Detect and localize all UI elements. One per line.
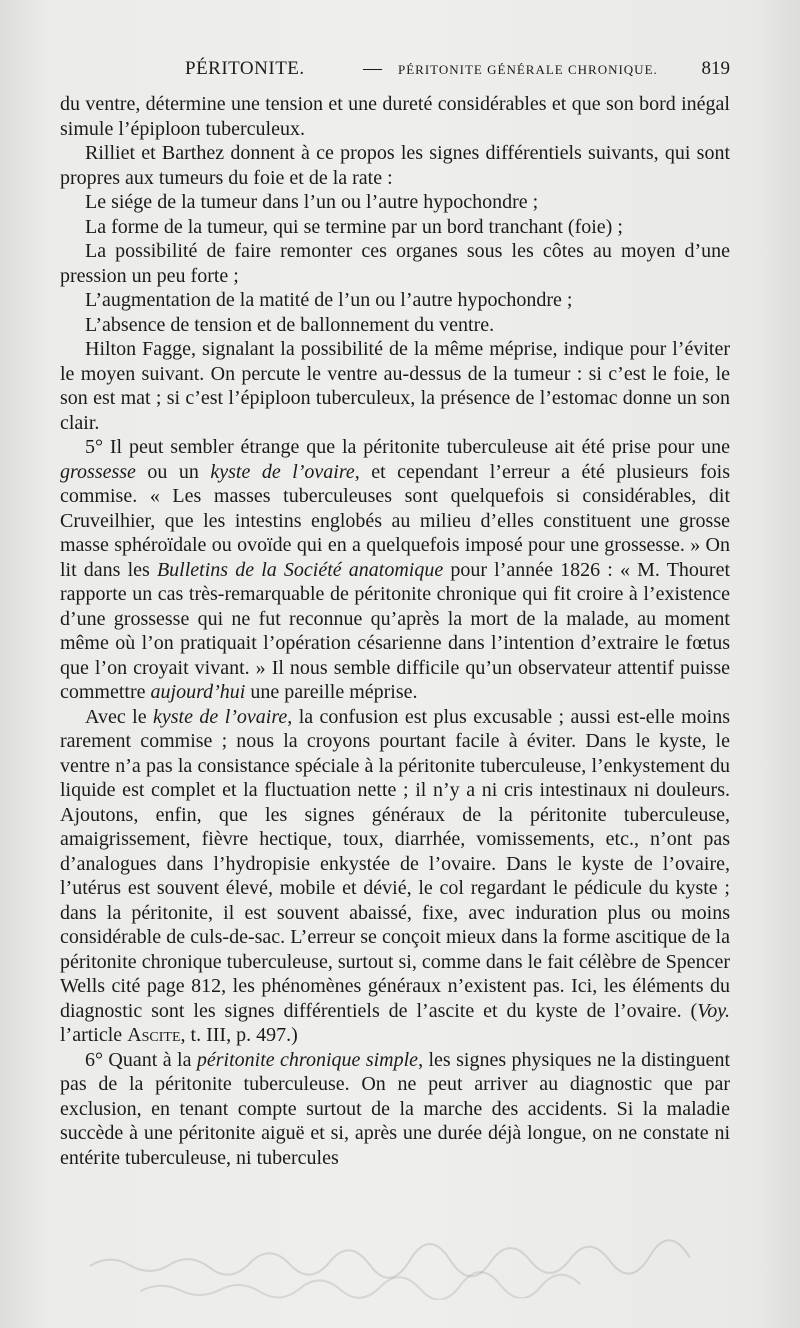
page-number: 819	[701, 58, 730, 79]
italic-kyste-ovaire: kyste de l’ovaire	[153, 705, 288, 728]
header-dash: —	[363, 58, 382, 79]
italic-kyste-ovaire: kyste de l’ovaire	[210, 460, 355, 483]
page-body	[60, 92, 730, 1170]
text-run: une pareille méprise.	[245, 681, 418, 703]
paragraph-rilliet: Rilliet et Barthez donnent à ce propos les signes différentiels suivants, qui sont propres aux tumeurs du foie et de la rate :	[60, 142, 730, 189]
paragraph-kyste	[60, 705, 730, 1048]
list-item-augmentation: L’augmentation de la matité de l’un ou l’autre hypochondre ;	[85, 289, 573, 311]
small-caps-ascite: Ascite	[127, 1024, 181, 1046]
paragraph-continuation: du ventre, détermine une tension et une dureté considérables et que son bord inégal simule l’épiploon tuberculeux.	[60, 93, 730, 140]
text-run: 6° Quant à la	[85, 1048, 197, 1071]
italic-aujourdhui: aujourd’hui	[150, 681, 246, 703]
list-item-siege: Le siége de la tumeur dans l’un ou l’autre hypochondre ;	[85, 191, 539, 213]
text-run: ou un	[135, 460, 211, 483]
paragraph-peritonite-simple	[60, 1048, 730, 1171]
text-run: l’article	[60, 1024, 128, 1046]
list-item-forme: La forme de la tumeur, qui se termine par un bord tranchant (foie) ;	[85, 215, 623, 238]
text-run: , et cependant l’erreur a été plusieurs fois commise. « Les masses tuberculeuses sont quelquefois si considérables, dit Cruveilhier, que les intestins englobés au milieu d’elles constituent une grosse masse sphéroïdale ou ovoïde qui en a quelquefois imposé pour une grossesse. » On lit dans les	[60, 460, 731, 581]
paragraph-hilton-fagge: Hilton Fagge, signalant la possibilité de la même méprise, indique pour l’éviter le moyen suivant. On percute le ventre au-dessus de la tumeur : si c’est le foie, le son est mat ; si c’est l’épiploon tuberculeux, la présence de l’estomac donne un son clair.	[60, 338, 730, 434]
text-run: , t. III, p. 497.)	[180, 1024, 298, 1046]
italic-grossesse: grossesse	[60, 460, 136, 483]
italic-bulletins: Bulletins de la Société anatomique	[156, 558, 444, 581]
header-title: PÉRITONITE.	[185, 58, 305, 79]
text-run: , la confusion est plus excusable ; aussi est-elle moins rarement commise ; nous la croyons pourtant facile à éviter. Dans le kyste, le ventre n’a pas la consistance spéciale à la péritonite tuberculeuse, l’enkystement du liquide est complet et la fluctuation nette ; il n’y a ni cris intestinaux ni douleurs. Ajoutons, enfin, que les signes généraux de la péritonite tuberculeuse, amaigrissement, fièvre hectique, toux, diarrhée, vomissements, etc., n’ont pas d’analogues dans l’hydropisie enkystée de l’ovaire. Dans le kyste de l’ovaire, l’utérus est souvent élevé, mobile et dévié, le col regardant le pédicule du kyste ; dans la péritonite, il est souvent abaissé, fixe, avec induration plus ou moins considérable de culs-de-sac. L’erreur se conçoit mieux dans la forme ascitique de la péritonite chronique tuberculeuse, surtout si, comme dans le fait célèbre de Spencer Wells cité page 812, les phénomènes généraux n’existent pas. Ici, les éléments du diagnostic sont les signes différentiels de l’ascite et du kyste de l’ovaire. (	[60, 705, 730, 1022]
text-run: 5° Il peut sembler étrange que la péritonite tuberculeuse ait été prise pour une	[85, 436, 730, 458]
italic-peritonite-simple: péritonite chronique simple	[196, 1048, 419, 1071]
text-run: pour l’année 1826 : « M. Thouret rapporte un cas très-remarquable de péritonite chronique qui fit croire à l’existence d’une grossesse qui ne fut reconnue qu’après la mort de la malade, au moment même où l’on pratiquait l’opération césarienne dans l’intention d’extraire le fœtus que l’on croyait vivant. » Il nous semble difficile qu’un observateur attentif puisse commettre	[60, 558, 731, 703]
header-subtitle: PÉRITONITE GÉNÉRALE CHRONIQUE.	[398, 62, 658, 77]
running-header	[60, 58, 730, 86]
handwriting-bleed-through	[80, 1234, 781, 1306]
text-run: , les signes physiques ne la distinguent pas de la péritonite tuberculeuse. On ne peut arriver au diagnostic que par exclusion, en tenant compte surtout de la marche des accidents. Si la maladie succède à une péritonite aiguë et si, après une durée déjà longue, on ne constate ni entérite tuberculeuse, ni tubercules	[60, 1048, 731, 1169]
list-item-possibilite: La possibilité de faire remonter ces organes sous les côtes au moyen d’une pression un peu forte ;	[60, 240, 730, 287]
text-run: Avec le	[85, 705, 153, 728]
italic-voy: Voy.	[697, 999, 730, 1022]
faint-handwriting-scribble	[80, 1234, 781, 1306]
paragraph-grossesse	[60, 435, 730, 705]
list-item-absence: L’absence de tension et de ballonnement du ventre.	[85, 313, 495, 336]
